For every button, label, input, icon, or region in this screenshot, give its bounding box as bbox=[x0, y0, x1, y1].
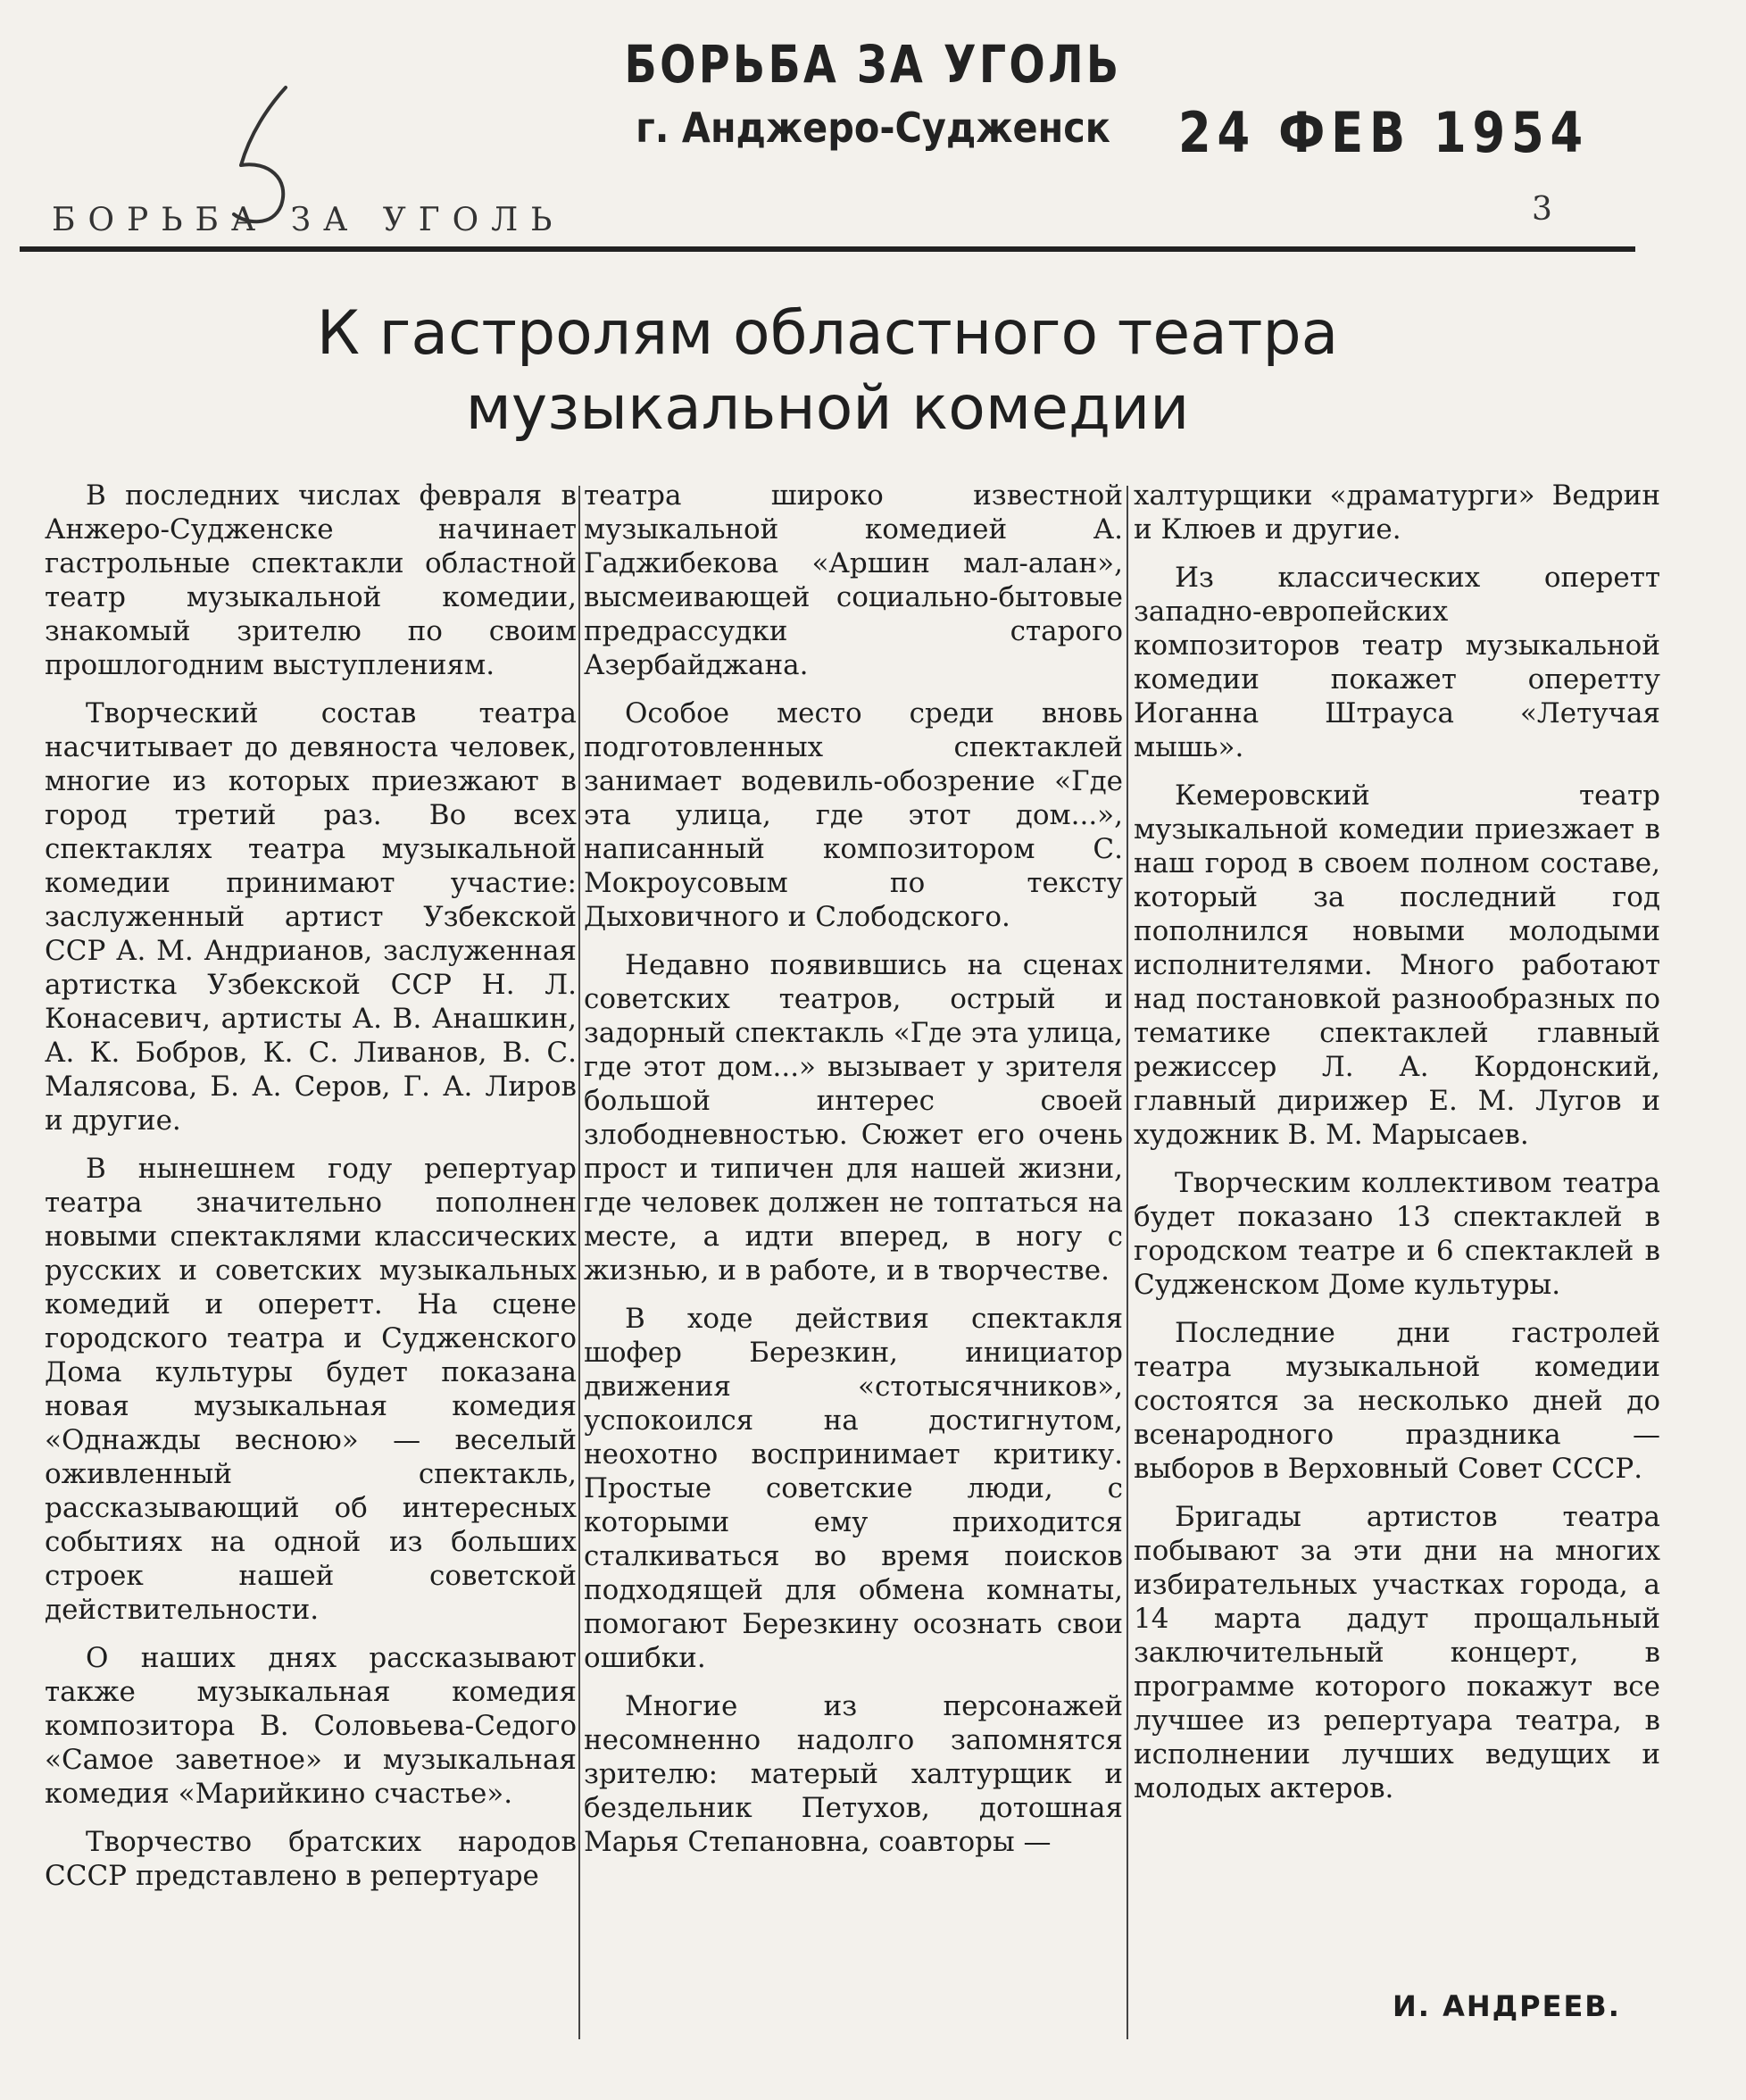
paragraph: Творчество братских народов СССР представлено в репертуаре bbox=[45, 1826, 577, 1892]
page-number: 3 bbox=[1532, 191, 1552, 228]
archive-stamp-date: 24 ФЕВ 1954 bbox=[1178, 100, 1589, 165]
paragraph: Из классических оперетт западно-европейских композиторов театр музыкальной комедии покажет оперетту Иоганна Штрауса «Летучая мышь». bbox=[1134, 562, 1660, 763]
paragraph: Бригады артистов театра побывают за эти дни на многих избирательных участках города, а 14 марта дадут прощальный заключительный концерт, в программе которого покажут все лучшее из репертуара театра, в исполнении лучших ведущих и молодых актеров. bbox=[1134, 1501, 1660, 1804]
headline-line-2: музыкальной комедии bbox=[465, 373, 1190, 444]
article-byline: И. АНДРЕЕВ. bbox=[1393, 1989, 1621, 2023]
paragraph: театра широко известной музыкальной комедией А. Гаджибекова «Аршин мал-алан», высмеивающей социально-бытовые предрассудки старого Азербайджана. bbox=[584, 479, 1123, 681]
paragraph: Кемеровский театр музыкальной комедии приезжает в наш город в своем полном составе, который за последний год пополнился новыми молодыми исполнителями. Много работают над постановкой разнообразных по тематике спектаклей главный режиссер Л. А. Кордонский, главный дирижер Е. М. Лугов и художник В. М. Марысаев. bbox=[1134, 779, 1660, 1151]
newspaper-article bbox=[20, 264, 1660, 2077]
paragraph: Творческий состав театра насчитывает до девяноста человек, многие из которых приезжают в город третий раз. Во всех спектаклях театра музыкальной комедии принимают участие: заслуженный артист Узбекской ССР А. М. Андрианов, заслуженная артистка Узбекской ССР Н. Л. Конасевич, артисты А. В. Анашкин, А. К. Бобров, К. С. Ливанов, В. С. Малясова, Б. А. Серов, Г. А. Лиров и другие. bbox=[45, 697, 577, 1137]
paragraph: Последние дни гастролей театра музыкальной комедии состоятся за несколько дней до всенародного праздника — выборов в Верховный Совет СССР. bbox=[1134, 1317, 1660, 1485]
paragraph: В последних числах февраля в Анжеро-Судженске начинает гастрольные спектакли областной театр музыкальной комедии, знакомый зрителю по своим прошлогодним выступлениям. bbox=[45, 479, 577, 681]
masthead-title: БОРЬБА ЗА УГОЛЬ bbox=[52, 202, 565, 238]
column-divider bbox=[1127, 486, 1128, 2039]
article-headline bbox=[20, 296, 1635, 446]
column-divider bbox=[578, 486, 580, 2039]
paragraph: Особое место среди вновь подготовленных спектаклей занимает водевиль-обозрение «Где эта улица, где этот дом...», написанный композитором С. Мокроусовым по тексту Дыховичного и Слободского. bbox=[584, 697, 1123, 933]
paragraph: Многие из персонажей несомненно надолго запомнятся зрителю: матерый халтурщик и бездельник Петухов, дотошная Марья Степановна, соавторы — bbox=[584, 1690, 1123, 1858]
paragraph: О наших днях рассказывают также музыкальная комедия композитора В. Соловьева-Седого «Самое заветное» и музыкальная комедия «Марийкино счастье». bbox=[45, 1642, 577, 1810]
archive-stamp-city: г. Анджеро-Судженск bbox=[636, 104, 1110, 152]
header-rule bbox=[20, 246, 1635, 252]
article-column-1 bbox=[45, 479, 577, 2050]
paragraph: халтурщики «драматурги» Ведрин и Клюев и другие. bbox=[1134, 479, 1660, 546]
article-column-3 bbox=[1134, 479, 1660, 2050]
archive-stamp-newspaper: БОРЬБА ЗА УГОЛЬ bbox=[624, 34, 1122, 95]
article-column-2 bbox=[584, 479, 1123, 2050]
paragraph: В нынешнем году репертуар театра значительно пополнен новыми спектаклями классических русских и советских музыкальных комедий и оперетт. На сцене городского театра и Судженского Дома культуры будет показана новая музыкальная комедия «Однажды весною» — веселый оживленный спектакль, рассказывающий об интересных событиях на одной из больших строек нашей советской действительности. bbox=[45, 1153, 577, 1626]
paragraph: В ходе действия спектакля шофер Березкин, инициатор движения «стотысячников», успокоился на достигнутом, неохотно воспринимает критику. Простые советские люди, с которыми ему приходится сталкиваться во время поисков подходящей для обмена комнаты, помогают Березкину осознать свои ошибки. bbox=[584, 1303, 1123, 1674]
paragraph: Творческим коллективом театра будет показано 13 спектаклей в городском театре и 6 спектаклей в Судженском Доме культуры. bbox=[1134, 1167, 1660, 1301]
paragraph: Недавно появившись на сценах советских театров, острый и задорный спектакль «Где эта улица, где этот дом...» вызывает у зрителя большой интерес своей злободневностью. Сюжет его очень прост и типичен для нашей жизни, где человек должен не топтаться на месте, а идти вперед, в ногу с жизнью, и в работе, и в творчестве. bbox=[584, 949, 1123, 1287]
headline-line-1: К гастролям областного театра bbox=[316, 298, 1339, 369]
